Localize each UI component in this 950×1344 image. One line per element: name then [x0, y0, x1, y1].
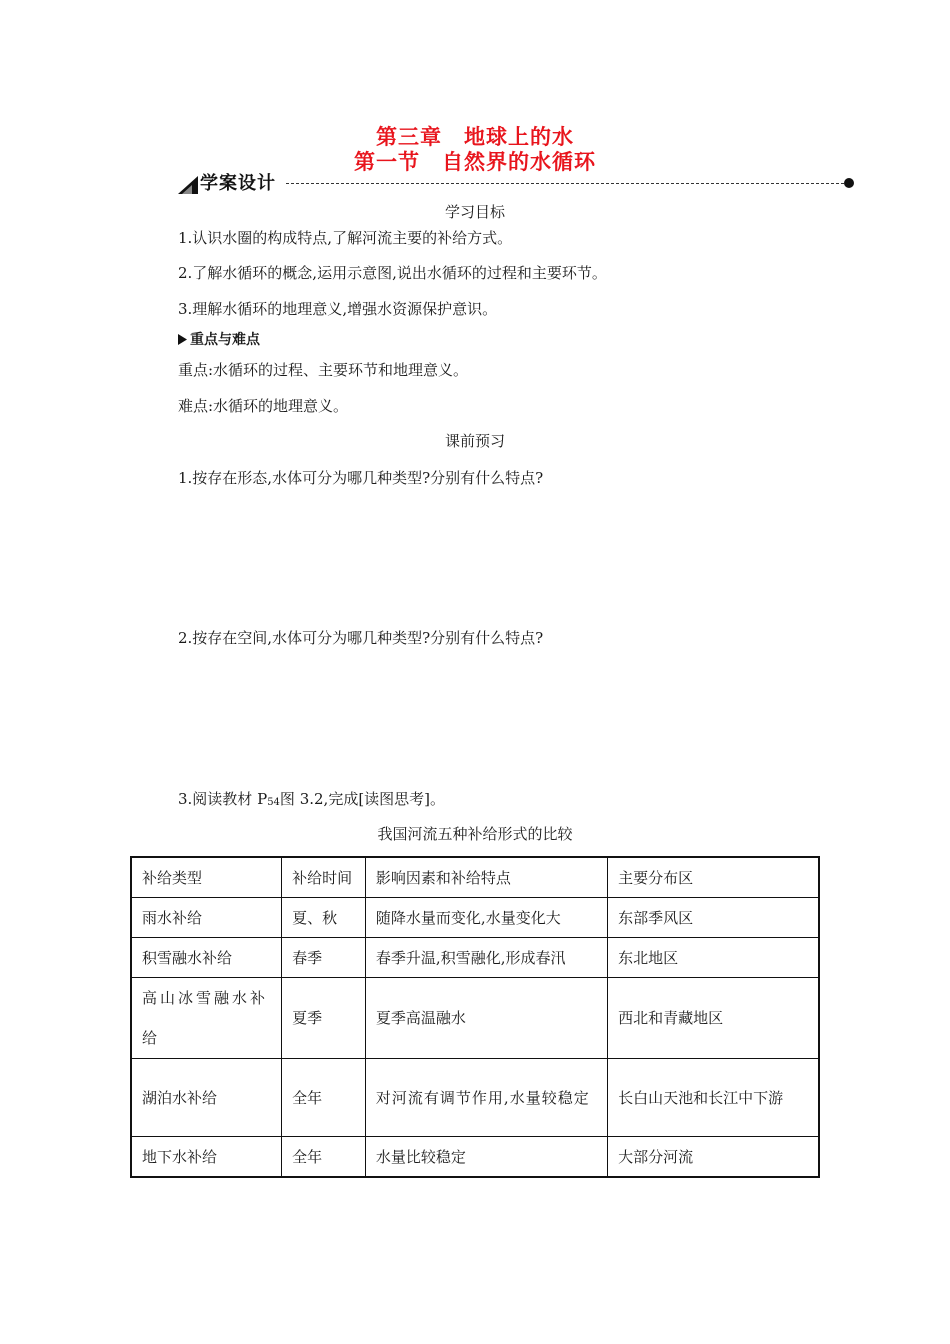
- table-cell: 水量比较稳定: [365, 1137, 607, 1178]
- question-3-prefix: 3.阅读教材 P: [178, 790, 268, 808]
- header-cell: 补给时间: [282, 857, 366, 898]
- table-cell: 积雪融水补给: [131, 938, 282, 978]
- table-row: [131, 938, 819, 978]
- table-row: [131, 898, 819, 938]
- goal-item: 3.理解水循环的地理意义,增强水资源保护意识。: [178, 300, 498, 318]
- header-cell: 影响因素和补给特点: [365, 857, 607, 898]
- table-cell: 湖泊水补给: [131, 1059, 282, 1137]
- table-cell: 夏、秋: [282, 898, 366, 938]
- preview-heading: 课前预习: [444, 432, 505, 450]
- difficulty-text: 难点:水循环的地理意义。: [178, 397, 349, 415]
- key-points-heading: 重点与难点: [190, 332, 260, 348]
- table-header-row: [131, 857, 819, 898]
- table-caption: 我国河流五种补给形式的比较: [377, 825, 573, 843]
- table-row: [131, 1059, 819, 1137]
- table-cell: 春季: [282, 938, 366, 978]
- page-number-subscript: 54: [267, 797, 280, 808]
- banner-label: 学案设计: [200, 173, 276, 194]
- table-cell: 雨水补给: [131, 898, 282, 938]
- table-cell: 全年: [282, 1059, 366, 1137]
- table-cell: 对河流有调节作用,水量较稳定: [365, 1059, 607, 1137]
- banner-end-dot: [844, 178, 854, 188]
- table-cell: 东部季风区: [608, 898, 819, 938]
- banner-dotted-rule: [286, 183, 844, 184]
- table-cell: 高山冰雪融水补给: [131, 978, 282, 1059]
- table-cell: 春季升温,积雪融化,形成春汛: [365, 938, 607, 978]
- table-cell: 夏季: [282, 978, 366, 1059]
- goals-heading: 学习目标: [444, 203, 505, 221]
- table-cell: 夏季高温融水: [365, 978, 607, 1059]
- supply-comparison-table: [130, 856, 820, 1178]
- table-cell: 随降水量而变化,水量变化大: [365, 898, 607, 938]
- triangle-marker-icon: [178, 176, 198, 194]
- header-cell: 补给类型: [131, 857, 282, 898]
- focus-text: 重点:水循环的过程、主要环节和地理意义。: [178, 361, 469, 379]
- table-cell: 大部分河流: [608, 1137, 819, 1178]
- table-cell: 地下水补给: [131, 1137, 282, 1178]
- question-3-suffix: 图 3.2,完成[读图思考]。: [279, 790, 446, 808]
- preview-question-1: 1.按存在形态,水体可分为哪几种类型?分别有什么特点?: [178, 469, 544, 487]
- section-title: 第一节 自然界的水循环: [354, 150, 596, 174]
- preview-question-2: 2.按存在空间,水体可分为哪几种类型?分别有什么特点?: [178, 629, 544, 647]
- table-cell: 西北和青藏地区: [608, 978, 819, 1059]
- table-row: [131, 1137, 819, 1178]
- table-cell: 全年: [282, 1137, 366, 1178]
- goal-item: 2.了解水循环的概念,运用示意图,说出水循环的过程和主要环节。: [178, 264, 607, 282]
- table-cell: 东北地区: [608, 938, 819, 978]
- table-cell: 长白山天池和长江中下游: [608, 1059, 819, 1137]
- preview-question-3: [178, 789, 445, 813]
- section-banner: [178, 172, 854, 196]
- goal-item: 1.认识水圈的构成特点,了解河流主要的补给方式。: [178, 229, 513, 247]
- arrow-bullet-icon: [178, 334, 187, 345]
- chapter-title: 第三章 地球上的水: [376, 125, 574, 149]
- table-row: [131, 978, 819, 1059]
- header-cell: 主要分布区: [608, 857, 819, 898]
